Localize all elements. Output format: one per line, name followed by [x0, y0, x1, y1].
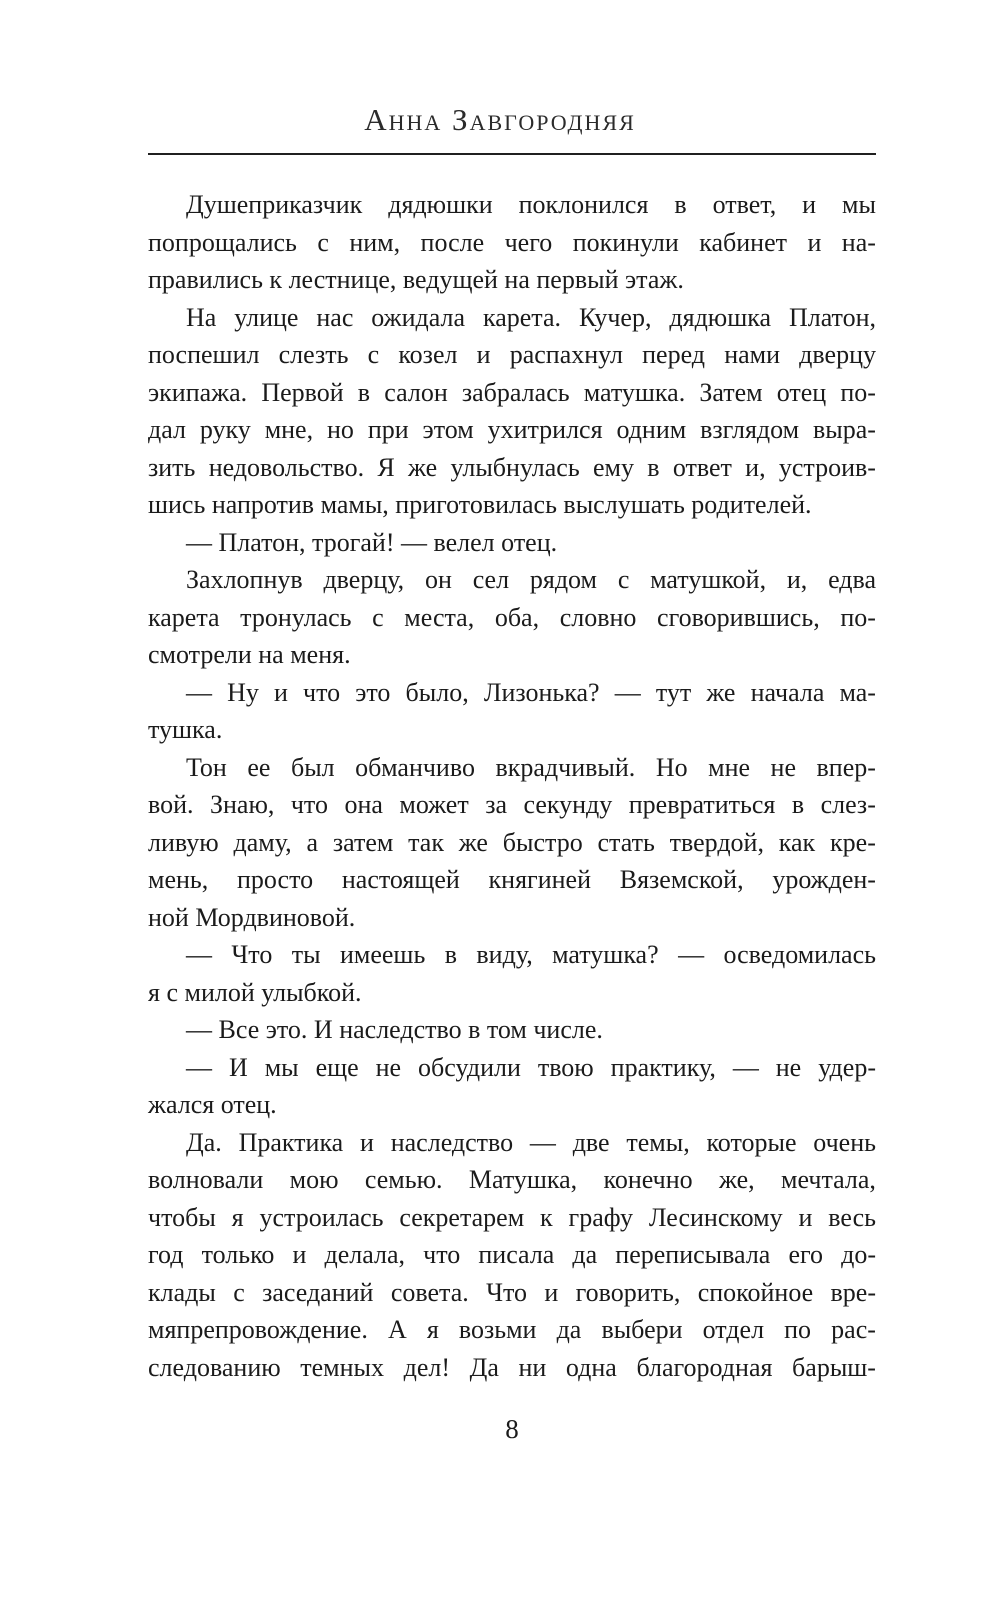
text-line: дал руку мне, но при этом ухитрился одним взглядом выра-	[148, 415, 876, 444]
text-line: экипажа. Первой в салон забралась матушка. Затем отец по-	[148, 377, 876, 407]
text-line: волновали мою семью. Матушка, конечно же, мечтала,	[148, 1165, 876, 1194]
header-rule	[148, 153, 876, 155]
text-line: тушка.	[148, 715, 223, 744]
text-line: жался отец.	[148, 1090, 277, 1119]
text-line: я с милой улыбкой.	[148, 977, 362, 1007]
text-line: попрощались с ним, после чего покинули кабинет и на-	[148, 227, 876, 257]
text-line: вой. Знаю, что она может за секунду превратиться в слез-	[148, 790, 876, 819]
text-line: зить недовольство. Я же улыбнулась ему в ответ и, устроив-	[148, 452, 876, 482]
text-line: — Что ты имеешь в виду, матушка? — осведомилась	[186, 940, 876, 969]
text-line: На улице нас ожидала карета. Кучер, дядюшка Платон,	[186, 302, 876, 332]
page-number: 8	[505, 1414, 519, 1444]
text-line: — Платон, трогай! — велел отец.	[186, 527, 558, 557]
text-line: шись напротив мамы, приготовилась выслушать родителей.	[148, 490, 812, 519]
text-line: чтобы я устроилась секретарем к графу Лесинскому и весь	[148, 1202, 876, 1232]
text-line: Да. Практика и наследство — две темы, которые очень	[186, 1127, 876, 1157]
text-line: поспешил слезть с козел и распахнул перед нами дверцу	[148, 340, 876, 369]
text-line: Захлопнув дверцу, он сел рядом с матушкой, и, едва	[186, 565, 876, 594]
text-line: мяпрепровождение. А я возьми да выбери отдел по рас-	[148, 1315, 876, 1344]
running-header: Анна Завгородняя	[364, 102, 636, 137]
body-text	[148, 186, 876, 1386]
text-line: правились к лестнице, ведущей на первый этаж.	[148, 265, 684, 294]
text-line: — И мы еще не обсудили твою практику, — не удер-	[186, 1052, 876, 1082]
text-line: Душеприказчик дядюшки поклонился в ответ, и мы	[186, 190, 876, 219]
text-line: ливую даму, а затем так же быстро стать твердой, как кре-	[148, 827, 876, 857]
text-line: карета тронулась с места, оба, словно сговорившись, по-	[148, 602, 876, 632]
text-line: — Ну и что это было, Лизонька? — тут же начала ма-	[186, 677, 876, 707]
text-line: ной Мордвиновой.	[148, 902, 356, 932]
text-line: год только и делала, что писала да переписывала его до-	[148, 1240, 876, 1269]
text-line: — Все это. И наследство в том числе.	[186, 1015, 603, 1044]
text-line: Тон ее был обманчиво вкрадчивый. Но мне не впер-	[186, 752, 876, 782]
text-line: смотрели на меня.	[148, 640, 351, 669]
text-line: клады с заседаний совета. Что и говорить, спокойное вре-	[148, 1277, 876, 1307]
text-line: мень, просто настоящей княгиней Вяземской, урожден-	[148, 865, 876, 894]
text-line: следованию темных дел! Да ни одна благородная барыш-	[148, 1352, 876, 1382]
